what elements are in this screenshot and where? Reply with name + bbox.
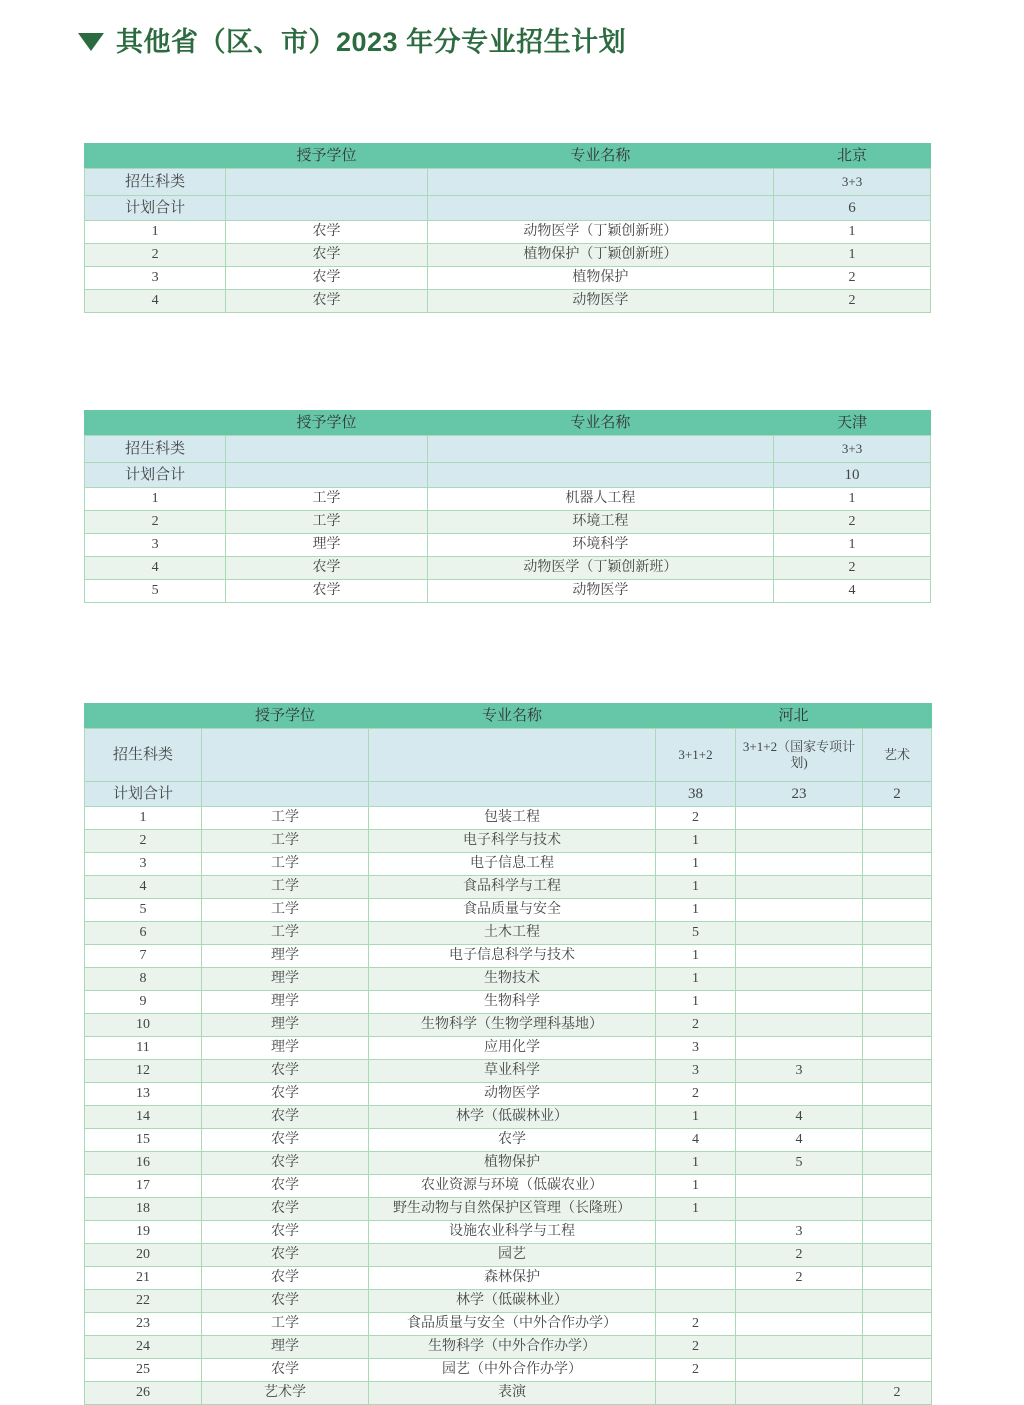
- row-degree: 工学: [202, 922, 369, 945]
- triangle-down-icon: [78, 33, 104, 51]
- row-index: 20: [85, 1244, 202, 1267]
- row-degree: 理学: [202, 968, 369, 991]
- header-major: 专业名称: [427, 411, 773, 436]
- row-major: 食品质量与安全（中外合作办学）: [369, 1313, 656, 1336]
- row-index: 2: [85, 244, 226, 267]
- row-degree: 工学: [202, 830, 369, 853]
- row-degree: 农学: [202, 1244, 369, 1267]
- header-blank-cell: [85, 411, 226, 436]
- category-row: [85, 729, 932, 782]
- row-major: 设施农业科学与工程: [369, 1221, 656, 1244]
- row-value-3: [863, 1244, 932, 1267]
- row-index: 1: [85, 807, 202, 830]
- header-province: 北京: [774, 144, 931, 169]
- row-value-2: [736, 853, 863, 876]
- table-row: [85, 1290, 932, 1313]
- row-major: 生物技术: [369, 968, 656, 991]
- row-major: 植物保护（丁颖创新班）: [427, 244, 773, 267]
- row-value-1: 1: [656, 876, 736, 899]
- row-value-3: [863, 1336, 932, 1359]
- row-value-1: 3: [656, 1037, 736, 1060]
- row-degree: 农学: [226, 267, 428, 290]
- total-value-3: 2: [863, 782, 932, 807]
- table-row: [85, 1014, 932, 1037]
- category-blank-major: [369, 729, 656, 782]
- category-blank-major: [427, 169, 773, 196]
- header-degree: 授予学位: [226, 411, 428, 436]
- table-row: [85, 1106, 932, 1129]
- table-row: [85, 557, 931, 580]
- row-degree: 艺术学: [202, 1382, 369, 1405]
- row-value-2: 2: [736, 1244, 863, 1267]
- row-value-3: [863, 899, 932, 922]
- table-row: [85, 1152, 932, 1175]
- header-province: 天津: [774, 411, 931, 436]
- table-header-row: [85, 411, 931, 436]
- row-degree: 工学: [202, 899, 369, 922]
- row-value-1: 1: [656, 991, 736, 1014]
- table-row: [85, 1244, 932, 1267]
- row-value-3: [863, 945, 932, 968]
- row-index: 3: [85, 853, 202, 876]
- row-major: 包装工程: [369, 807, 656, 830]
- row-value-2: [736, 1014, 863, 1037]
- row-major: 电子信息科学与技术: [369, 945, 656, 968]
- row-value-2: 2: [736, 1267, 863, 1290]
- table-row: [85, 1129, 932, 1152]
- header-major: 专业名称: [427, 144, 773, 169]
- category-value-3: 艺术: [863, 729, 932, 782]
- row-value-3: [863, 1221, 932, 1244]
- category-row: [85, 436, 931, 463]
- row-value-1: 1: [656, 945, 736, 968]
- row-index: 13: [85, 1083, 202, 1106]
- row-index: 3: [85, 267, 226, 290]
- row-index: 6: [85, 922, 202, 945]
- table-row: [85, 991, 932, 1014]
- row-value-1: 2: [656, 1014, 736, 1037]
- row-value-1: 2: [656, 1336, 736, 1359]
- row-major: 林学（低碳林业）: [369, 1290, 656, 1313]
- header-blank-cell: [85, 144, 226, 169]
- row-major: 机器人工程: [427, 488, 773, 511]
- row-value-3: [863, 1060, 932, 1083]
- row-value-1: 5: [656, 922, 736, 945]
- table-row: [85, 1198, 932, 1221]
- row-value-1: [656, 1382, 736, 1405]
- row-value-2: 3: [736, 1060, 863, 1083]
- total-value-1: 38: [656, 782, 736, 807]
- category-value-1: 3+1+2: [656, 729, 736, 782]
- row-value: 2: [774, 511, 931, 534]
- row-value-3: [863, 853, 932, 876]
- row-index: 2: [85, 511, 226, 534]
- row-index: 14: [85, 1106, 202, 1129]
- row-major: 环境科学: [427, 534, 773, 557]
- row-value-1: 1: [656, 968, 736, 991]
- category-blank-major: [427, 436, 773, 463]
- row-value-1: 1: [656, 1152, 736, 1175]
- row-index: 10: [85, 1014, 202, 1037]
- total-row: [85, 463, 931, 488]
- row-value-1: 1: [656, 1175, 736, 1198]
- total-label: 计划合计: [85, 463, 226, 488]
- total-blank-major: [369, 782, 656, 807]
- table-row: [85, 1175, 932, 1198]
- header-major: 专业名称: [369, 704, 656, 729]
- row-degree: 工学: [226, 511, 428, 534]
- row-degree: 农学: [202, 1129, 369, 1152]
- row-value-1: 1: [656, 1106, 736, 1129]
- row-value-2: [736, 1313, 863, 1336]
- header-province: 河北: [656, 704, 932, 729]
- table-row: [85, 1267, 932, 1290]
- row-value-2: [736, 1198, 863, 1221]
- row-value-3: [863, 1290, 932, 1313]
- row-major: 电子科学与技术: [369, 830, 656, 853]
- row-degree: 理学: [202, 1037, 369, 1060]
- row-major: 农业资源与环境（低碳农业）: [369, 1175, 656, 1198]
- row-degree: 农学: [226, 221, 428, 244]
- row-major: 食品质量与安全: [369, 899, 656, 922]
- row-major: 野生动物与自然保护区管理（长隆班）: [369, 1198, 656, 1221]
- row-index: 16: [85, 1152, 202, 1175]
- total-row: [85, 782, 932, 807]
- row-value-1: 1: [656, 1198, 736, 1221]
- row-major: 森林保护: [369, 1267, 656, 1290]
- row-degree: 工学: [202, 807, 369, 830]
- row-degree: 农学: [202, 1175, 369, 1198]
- category-label: 招生科类: [85, 436, 226, 463]
- row-value-1: 2: [656, 1359, 736, 1382]
- row-value-3: [863, 1267, 932, 1290]
- row-value-2: [736, 945, 863, 968]
- row-value-2: [736, 1037, 863, 1060]
- row-value: 2: [774, 267, 931, 290]
- row-value-1: [656, 1221, 736, 1244]
- table-row: [85, 922, 932, 945]
- row-index: 5: [85, 580, 226, 603]
- total-blank-major: [427, 196, 773, 221]
- row-degree: 理学: [202, 1014, 369, 1037]
- table-row: [85, 221, 931, 244]
- table-row: [85, 267, 931, 290]
- row-major: 动物医学（丁颖创新班）: [427, 557, 773, 580]
- row-index: 15: [85, 1129, 202, 1152]
- plan-table-beijing: [84, 143, 931, 313]
- row-value-3: [863, 1152, 932, 1175]
- row-value-3: [863, 830, 932, 853]
- table-row: [85, 1359, 932, 1382]
- total-value: 6: [774, 196, 931, 221]
- table-row: [85, 580, 931, 603]
- row-value-2: 4: [736, 1106, 863, 1129]
- row-value: 1: [774, 244, 931, 267]
- total-blank-degree: [202, 782, 369, 807]
- row-value-3: [863, 1083, 932, 1106]
- row-value: 2: [774, 557, 931, 580]
- row-degree: 农学: [202, 1267, 369, 1290]
- category-blank-degree: [226, 436, 428, 463]
- plan-table-tianjin: [84, 410, 931, 603]
- row-degree: 工学: [202, 853, 369, 876]
- row-value-3: [863, 991, 932, 1014]
- row-value-3: [863, 922, 932, 945]
- row-value-1: 1: [656, 899, 736, 922]
- row-index: 4: [85, 557, 226, 580]
- row-degree: 农学: [226, 244, 428, 267]
- total-blank-major: [427, 463, 773, 488]
- row-index: 7: [85, 945, 202, 968]
- row-degree: 农学: [226, 580, 428, 603]
- row-degree: 农学: [202, 1290, 369, 1313]
- category-label: 招生科类: [85, 729, 202, 782]
- row-degree: 农学: [202, 1083, 369, 1106]
- row-value-2: [736, 1359, 863, 1382]
- row-index: 23: [85, 1313, 202, 1336]
- row-degree: 农学: [202, 1359, 369, 1382]
- row-value-1: [656, 1244, 736, 1267]
- table-row: [85, 1336, 932, 1359]
- row-value-3: [863, 807, 932, 830]
- table-header-row: [85, 144, 931, 169]
- row-value-1: 1: [656, 853, 736, 876]
- row-degree: 理学: [202, 1336, 369, 1359]
- row-index: 24: [85, 1336, 202, 1359]
- row-major: 表演: [369, 1382, 656, 1405]
- row-index: 11: [85, 1037, 202, 1060]
- row-value: 4: [774, 580, 931, 603]
- total-row: [85, 196, 931, 221]
- plan-table-hebei: [84, 703, 932, 1405]
- total-blank-degree: [226, 196, 428, 221]
- row-major: 植物保护: [369, 1152, 656, 1175]
- row-value-2: [736, 899, 863, 922]
- row-major: 农学: [369, 1129, 656, 1152]
- row-major: 园艺: [369, 1244, 656, 1267]
- row-index: 5: [85, 899, 202, 922]
- row-value-3: [863, 1014, 932, 1037]
- table-row: [85, 244, 931, 267]
- row-value-1: 3: [656, 1060, 736, 1083]
- table-row: [85, 511, 931, 534]
- header-degree: 授予学位: [202, 704, 369, 729]
- row-major: 动物医学: [427, 580, 773, 603]
- table-row: [85, 534, 931, 557]
- table-row: [85, 968, 932, 991]
- row-value-2: 5: [736, 1152, 863, 1175]
- total-label: 计划合计: [85, 196, 226, 221]
- total-value: 10: [774, 463, 931, 488]
- page-title: [78, 20, 626, 59]
- row-value-3: [863, 968, 932, 991]
- row-degree: 理学: [202, 991, 369, 1014]
- row-value-3: [863, 1313, 932, 1336]
- table-row: [85, 290, 931, 313]
- row-major: 生物科学（生物学理科基地）: [369, 1014, 656, 1037]
- table-row: [85, 853, 932, 876]
- row-value-1: 4: [656, 1129, 736, 1152]
- row-degree: 工学: [202, 1313, 369, 1336]
- table-row: [85, 1221, 932, 1244]
- row-value-3: [863, 1129, 932, 1152]
- row-index: 4: [85, 290, 226, 313]
- row-value: 1: [774, 221, 931, 244]
- row-major: 电子信息工程: [369, 853, 656, 876]
- table-row: [85, 830, 932, 853]
- row-value-2: [736, 1175, 863, 1198]
- row-index: 26: [85, 1382, 202, 1405]
- table-row: [85, 899, 932, 922]
- row-value-2: [736, 876, 863, 899]
- row-degree: 农学: [202, 1060, 369, 1083]
- row-index: 9: [85, 991, 202, 1014]
- row-value-2: [736, 830, 863, 853]
- row-value-1: [656, 1290, 736, 1313]
- category-value-2: 3+1+2（国家专项计划): [736, 729, 863, 782]
- row-value-3: [863, 1175, 932, 1198]
- category-blank-degree: [226, 169, 428, 196]
- row-index: 25: [85, 1359, 202, 1382]
- category-value: 3+3: [774, 436, 931, 463]
- row-value-2: [736, 807, 863, 830]
- row-index: 18: [85, 1198, 202, 1221]
- row-value-2: [736, 922, 863, 945]
- row-degree: 农学: [226, 557, 428, 580]
- row-index: 17: [85, 1175, 202, 1198]
- row-value-2: [736, 968, 863, 991]
- table-row: [85, 945, 932, 968]
- table-row: [85, 876, 932, 899]
- total-label: 计划合计: [85, 782, 202, 807]
- row-value: 1: [774, 534, 931, 557]
- row-value-1: 1: [656, 830, 736, 853]
- row-index: 22: [85, 1290, 202, 1313]
- table-row: [85, 1083, 932, 1106]
- row-degree: 农学: [202, 1106, 369, 1129]
- category-row: [85, 169, 931, 196]
- row-degree: 理学: [202, 945, 369, 968]
- row-value-3: [863, 876, 932, 899]
- table-row: [85, 1313, 932, 1336]
- row-index: 3: [85, 534, 226, 557]
- total-value-2: 23: [736, 782, 863, 807]
- row-value-2: 4: [736, 1129, 863, 1152]
- row-degree: 农学: [202, 1221, 369, 1244]
- row-degree: 农学: [226, 290, 428, 313]
- row-major: 生物科学: [369, 991, 656, 1014]
- row-major: 土木工程: [369, 922, 656, 945]
- row-value-1: 2: [656, 1313, 736, 1336]
- table-header-row: [85, 704, 932, 729]
- row-value-1: 2: [656, 807, 736, 830]
- row-value-2: [736, 1290, 863, 1313]
- row-degree: 农学: [202, 1198, 369, 1221]
- row-major: 生物科学（中外合作办学）: [369, 1336, 656, 1359]
- header-degree: 授予学位: [226, 144, 428, 169]
- header-blank-cell: [85, 704, 202, 729]
- row-value-3: [863, 1106, 932, 1129]
- row-index: 19: [85, 1221, 202, 1244]
- table-row: [85, 1037, 932, 1060]
- row-major: 植物保护: [427, 267, 773, 290]
- row-value-2: [736, 1336, 863, 1359]
- row-major: 环境工程: [427, 511, 773, 534]
- row-value-3: [863, 1037, 932, 1060]
- row-value-1: 2: [656, 1083, 736, 1106]
- row-index: 4: [85, 876, 202, 899]
- row-value-3: [863, 1198, 932, 1221]
- page-title-text: 其他省（区、市）2023 年分专业招生计划: [116, 27, 627, 57]
- category-blank-degree: [202, 729, 369, 782]
- table-row: [85, 1382, 932, 1405]
- category-label: 招生科类: [85, 169, 226, 196]
- category-value: 3+3: [774, 169, 931, 196]
- row-value-3: [863, 1359, 932, 1382]
- row-value: 1: [774, 488, 931, 511]
- row-major: 园艺（中外合作办学）: [369, 1359, 656, 1382]
- table-row: [85, 1060, 932, 1083]
- row-value-2: [736, 1382, 863, 1405]
- row-degree: 农学: [202, 1152, 369, 1175]
- total-blank-degree: [226, 463, 428, 488]
- row-index: 8: [85, 968, 202, 991]
- row-value-2: [736, 991, 863, 1014]
- table-row: [85, 488, 931, 511]
- table-row: [85, 807, 932, 830]
- row-degree: 工学: [226, 488, 428, 511]
- row-index: 21: [85, 1267, 202, 1290]
- row-value-3: 2: [863, 1382, 932, 1405]
- row-value-1: [656, 1267, 736, 1290]
- row-major: 动物医学: [427, 290, 773, 313]
- row-degree: 工学: [202, 876, 369, 899]
- row-index: 2: [85, 830, 202, 853]
- row-value-2: [736, 1083, 863, 1106]
- row-major: 动物医学（丁颖创新班）: [427, 221, 773, 244]
- row-major: 草业科学: [369, 1060, 656, 1083]
- row-major: 应用化学: [369, 1037, 656, 1060]
- row-value: 2: [774, 290, 931, 313]
- row-index: 1: [85, 221, 226, 244]
- row-degree: 理学: [226, 534, 428, 557]
- row-index: 12: [85, 1060, 202, 1083]
- row-major: 林学（低碳林业）: [369, 1106, 656, 1129]
- row-major: 动物医学: [369, 1083, 656, 1106]
- row-major: 食品科学与工程: [369, 876, 656, 899]
- row-index: 1: [85, 488, 226, 511]
- row-value-2: 3: [736, 1221, 863, 1244]
